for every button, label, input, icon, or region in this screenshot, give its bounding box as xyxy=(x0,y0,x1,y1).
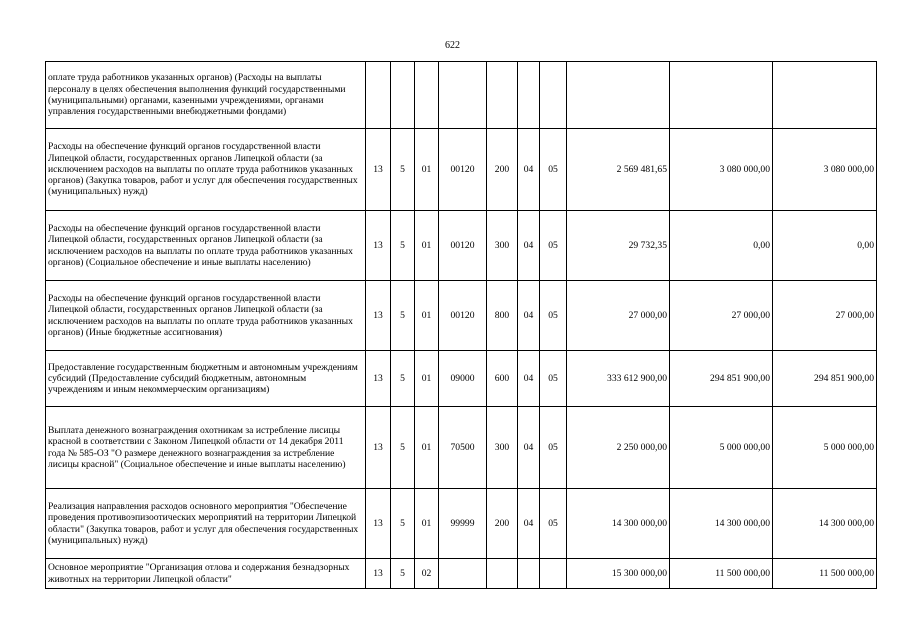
cell-code-6: 04 xyxy=(518,489,540,559)
row-description: Расходы на обеспечение функций органов государственной власти Липецкой области, государственных органов Липецкой области (за исключением расходов на выплаты по оплате труда работников указанных органов) (Иные бюджетные ассигнования) xyxy=(46,281,366,351)
cell-code-2 xyxy=(391,62,415,129)
cell-code-2: 5 xyxy=(391,351,415,407)
row-description: оплате труда работников указанных органов) (Расходы на выплаты персоналу в целях обеспечения выполнения функций государственными (муниципальными) органами, казенными учреждениями, органами управления государственными внебюджетными фондами) xyxy=(46,62,366,129)
cell-code-7: 05 xyxy=(540,351,567,407)
cell-code-4 xyxy=(439,62,487,129)
cell-amount-3: 27 000,00 xyxy=(773,281,877,351)
cell-amount-2: 294 851 900,00 xyxy=(670,351,773,407)
cell-code-5: 200 xyxy=(487,129,518,211)
cell-code-3 xyxy=(415,62,439,129)
table-row xyxy=(46,129,877,211)
cell-code-3: 01 xyxy=(415,351,439,407)
cell-amount-3: 5 000 000,00 xyxy=(773,407,877,489)
cell-amount-2: 14 300 000,00 xyxy=(670,489,773,559)
cell-amount-3 xyxy=(773,62,877,129)
cell-code-4: 00120 xyxy=(439,281,487,351)
cell-code-1: 13 xyxy=(366,211,391,281)
cell-code-5: 800 xyxy=(487,281,518,351)
page-number: 622 xyxy=(445,40,460,51)
table-row xyxy=(46,351,877,407)
table-row xyxy=(46,211,877,281)
cell-code-1: 13 xyxy=(366,489,391,559)
table-row xyxy=(46,62,877,129)
cell-amount-1: 14 300 000,00 xyxy=(567,489,670,559)
cell-code-7 xyxy=(540,62,567,129)
cell-code-5: 600 xyxy=(487,351,518,407)
cell-amount-2: 5 000 000,00 xyxy=(670,407,773,489)
cell-amount-2 xyxy=(670,62,773,129)
cell-code-4: 99999 xyxy=(439,489,487,559)
table-row xyxy=(46,559,877,589)
cell-code-7 xyxy=(540,559,567,589)
cell-code-5: 200 xyxy=(487,489,518,559)
cell-code-7: 05 xyxy=(540,281,567,351)
cell-code-6: 04 xyxy=(518,211,540,281)
cell-code-3: 01 xyxy=(415,211,439,281)
cell-code-2: 5 xyxy=(391,407,415,489)
row-description: Расходы на обеспечение функций органов государственной власти Липецкой области, государственных органов Липецкой области (за исключением расходов на выплаты по оплате труда работников указанных органов) (Социальное обеспечение и иные выплаты населению) xyxy=(46,211,366,281)
cell-code-1: 13 xyxy=(366,281,391,351)
cell-code-5 xyxy=(487,62,518,129)
cell-code-2: 5 xyxy=(391,129,415,211)
cell-code-3: 02 xyxy=(415,559,439,589)
cell-amount-3: 3 080 000,00 xyxy=(773,129,877,211)
cell-code-6: 04 xyxy=(518,407,540,489)
cell-amount-3: 0,00 xyxy=(773,211,877,281)
row-description: Расходы на обеспечение функций органов государственной власти Липецкой области, государственных органов Липецкой области (за исключением расходов на выплаты по оплате труда работников указанных органов) (Закупка товаров, работ и услуг для обеспечения государственных (муниципальных) нужд) xyxy=(46,129,366,211)
cell-amount-1: 29 732,35 xyxy=(567,211,670,281)
table-row xyxy=(46,489,877,559)
cell-code-3: 01 xyxy=(415,281,439,351)
table-row xyxy=(46,281,877,351)
budget-table xyxy=(45,61,877,589)
cell-code-6 xyxy=(518,62,540,129)
cell-amount-1: 15 300 000,00 xyxy=(567,559,670,589)
cell-amount-1: 333 612 900,00 xyxy=(567,351,670,407)
cell-code-5: 300 xyxy=(487,211,518,281)
cell-amount-2: 0,00 xyxy=(670,211,773,281)
cell-code-6: 04 xyxy=(518,351,540,407)
cell-code-1: 13 xyxy=(366,407,391,489)
cell-code-7: 05 xyxy=(540,129,567,211)
cell-code-4: 00120 xyxy=(439,129,487,211)
cell-code-2: 5 xyxy=(391,559,415,589)
table-row xyxy=(46,407,877,489)
cell-code-6 xyxy=(518,559,540,589)
row-description: Выплата денежного вознаграждения охотникам за истребление лисицы красной в соответствии с Законом Липецкой области от 14 декабря 2011 года № 585-ОЗ "О размере денежного вознаграждения за истребление лисицы красной" (Социальное обеспечение и иные выплаты населению) xyxy=(46,407,366,489)
cell-code-4 xyxy=(439,559,487,589)
cell-code-1: 13 xyxy=(366,351,391,407)
cell-code-3: 01 xyxy=(415,489,439,559)
cell-code-3: 01 xyxy=(415,407,439,489)
cell-code-4: 70500 xyxy=(439,407,487,489)
cell-code-4: 09000 xyxy=(439,351,487,407)
cell-amount-1 xyxy=(567,62,670,129)
cell-code-5: 300 xyxy=(487,407,518,489)
cell-code-2: 5 xyxy=(391,211,415,281)
cell-amount-2: 27 000,00 xyxy=(670,281,773,351)
cell-code-2: 5 xyxy=(391,489,415,559)
row-description: Реализация направления расходов основного мероприятия "Обеспечение проведения противоэпизоотических мероприятий на территории Липецкой области" (Закупка товаров, работ и услуг для обеспечения государственных (муниципальных) нужд) xyxy=(46,489,366,559)
cell-code-2: 5 xyxy=(391,281,415,351)
cell-code-7: 05 xyxy=(540,407,567,489)
cell-amount-1: 27 000,00 xyxy=(567,281,670,351)
row-description: Предоставление государственным бюджетным и автономным учреждениям субсидий (Предоставление субсидий бюджетным, автономным учреждениям и иным некоммерческим организациям) xyxy=(46,351,366,407)
cell-amount-2: 11 500 000,00 xyxy=(670,559,773,589)
cell-amount-1: 2 569 481,65 xyxy=(567,129,670,211)
cell-code-7: 05 xyxy=(540,211,567,281)
cell-code-6: 04 xyxy=(518,281,540,351)
cell-code-7: 05 xyxy=(540,489,567,559)
cell-amount-3: 294 851 900,00 xyxy=(773,351,877,407)
cell-amount-1: 2 250 000,00 xyxy=(567,407,670,489)
cell-code-5 xyxy=(487,559,518,589)
cell-code-6: 04 xyxy=(518,129,540,211)
cell-code-1: 13 xyxy=(366,129,391,211)
row-description: Основное мероприятие "Организация отлова и содержания безнадзорных животных на территории Липецкой области" xyxy=(46,559,366,589)
cell-code-4: 00120 xyxy=(439,211,487,281)
cell-amount-3: 11 500 000,00 xyxy=(773,559,877,589)
cell-amount-2: 3 080 000,00 xyxy=(670,129,773,211)
cell-code-1 xyxy=(366,62,391,129)
cell-code-1: 13 xyxy=(366,559,391,589)
cell-amount-3: 14 300 000,00 xyxy=(773,489,877,559)
cell-code-3: 01 xyxy=(415,129,439,211)
